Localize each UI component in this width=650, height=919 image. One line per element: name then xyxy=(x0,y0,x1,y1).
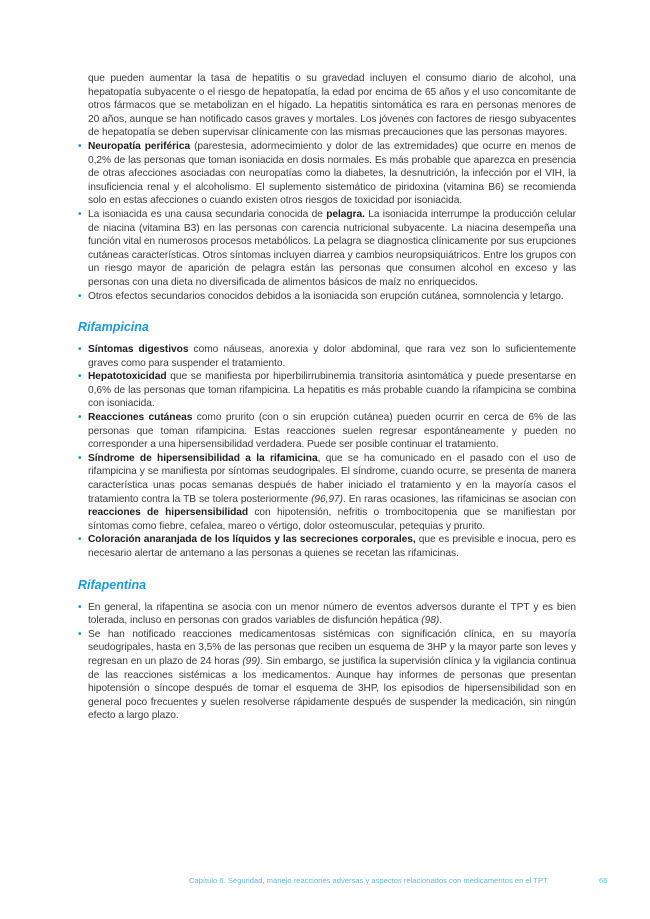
bullet-icon: • xyxy=(78,290,82,302)
item-bold: Neuropatía periférica xyxy=(88,140,191,152)
item-text: Otros efectos secundarios conocidos debidos a la isoniacida son erupción cutánea, somnolencia y letargo. xyxy=(88,290,564,302)
page-number: 66 xyxy=(599,876,608,885)
rifampicina-heading: Rifampicina xyxy=(78,320,149,335)
item-text: . En raras ocasiones, las rifamicinas se asocian con xyxy=(343,493,576,505)
item-text: En general, la rifapentina se asocia con un menor número de eventos adversos durante el TPT y es bien tolerada, incluso en personas con grados variables de disfunción hepática xyxy=(88,601,576,627)
list-item xyxy=(78,533,576,560)
citation-ref: (99) xyxy=(242,655,261,667)
list-item xyxy=(78,343,576,370)
bullet-icon: • xyxy=(78,371,82,383)
item-text: La isoniacida es una causa secundaria conocida de xyxy=(88,208,327,220)
item-text: que se manifiesta por hiperbilirrubinemia transitoria asintomática y puede presentarse en 0,6% de las personas que toman rifampicina. La hepatitis es más probable cuando la rifampicina se combina con isoniacida. xyxy=(88,371,576,410)
item-text: que es previsible e inocua, pero es necesario alertar de antemano a las personas a quienes se recetan las rifamicinas. xyxy=(88,534,576,559)
page-footer xyxy=(189,876,609,885)
item-bold: Coloración anaranjada de los líquidos y las secreciones corporales, xyxy=(88,534,416,546)
footer-chapter-title: Capítulo 6. Seguridad, manejo reacciones adversas y aspectos relacionados con medicamentos en el TPT xyxy=(189,876,548,885)
item-bold: Síntomas digestivos xyxy=(88,344,189,356)
item-text: . Sin embargo, se justifica la supervisión clínica y la vigilancia continua de las reacciones sistémicas a los medicamentos. Aunque hay informes de personas que presentan hipotensión o síncope después de tomar el esquema de 3HP, los episodios de hipersensibilidad son en general poco frecuentes y suelen resolverse rápidamente después de suspender la medicación, sin ningún efecto a largo plazo. xyxy=(88,655,576,722)
item-text: La isoniacida interrumpe la producción celular de niacina (vitamina B3) en las personas con carencia nutricional subyacente. La niacina desempeña una función vital en numerosos procesos metabólicos. La pelagra se diagnostica clínicamente por sus erupciones cutáneas características. Otros síntomas incluyen diarrea y cambios neuropsiquiátricos. Entre los grupos con un riesgo mayor de aparición de pelagra están las personas que consumen alcohol en exceso y las personas con una dieta no diversificada de alimentos básicos de maíz no enriquecidos. xyxy=(88,208,576,288)
item-text: (parestesia, adormecimiento y dolor de las extremidades) que ocurre en menos de 0,2% de las personas que toman isoniacida en dosis normales. Es más probable que aparezca en presencia de otras afecciones asociadas con neuropatías como la diabetes, la desnutrición, la infección por el VIH, la insuficiencia renal y el alcoholismo. El suplemento sistemático de piridoxina (vitamina B6) se recomienda solo en estas afecciones o cuando existen otros riesgos de toxicidad por isoniacida. xyxy=(88,140,576,207)
rifapentina-heading: Rifapentina xyxy=(78,577,147,592)
item-bold: Reacciones cutáneas xyxy=(88,412,193,424)
bullet-icon: • xyxy=(78,601,82,613)
list-item xyxy=(78,208,576,290)
item-bold: reacciones de hipersensibilidad xyxy=(88,507,249,519)
list-item xyxy=(78,290,576,304)
bullet-icon: • xyxy=(78,452,82,464)
item-text: como náuseas, anorexia y dolor abdominal, que rara vez son lo suficientemente graves como para suspender el tratamiento. xyxy=(88,344,576,369)
citation-ref: (96,97) xyxy=(311,493,343,505)
bullet-icon: • xyxy=(78,140,82,152)
item-bold: Síndrome de hipersensibilidad a la rifamicina xyxy=(88,452,318,464)
item-bold: Hepatotoxicidad xyxy=(88,371,167,383)
item-text: con hipotensión, nefritis o trombocitopenia que se manifiestan por síntomas como fiebre, cefalea, mareo o vértigo, dolor osteomuscular, petequias y prurito. xyxy=(88,507,576,532)
bullet-icon: • xyxy=(78,344,82,356)
bullet-icon: • xyxy=(78,534,82,546)
list-item xyxy=(78,628,576,723)
item-text: . xyxy=(439,615,442,627)
list-item xyxy=(78,601,576,628)
bullet-icon: • xyxy=(78,208,82,220)
list-item xyxy=(78,370,576,411)
list-item xyxy=(78,452,576,534)
intro-paragraph: que pueden aumentar la tasa de hepatitis o su gravedad incluyen el consumo diario de alcohol, una hepatopatía subyacente o el riesgo de hepatopatía, la edad por encima de 65 años y el uso concomitante de otros fármacos que se metabolizan en el hígado. La hepatitis sintomática es rara en personas menores de 20 años, aunque se han notificado casos graves y mortales. Los jóvenes con factores de riesgo subyacentes de hepatopatía se deben supervisar clínicamente con las mismas precauciones que las personas mayores. xyxy=(88,73,576,139)
citation-ref: (98) xyxy=(421,615,440,627)
bullet-icon: • xyxy=(78,412,82,424)
item-text: , que se ha comunicado en el pasado con el uso de rifampicina y se manifiesta por síntomas seudogripales. El síndrome, cuando ocurre, se presenta de manera característica unas pocas semanas después de haber iniciado el tratamiento y en la mayoría casos el tratamiento contra la TB se tolera posteriormente xyxy=(88,452,576,505)
rifapentina-list xyxy=(78,601,576,723)
rifampicina-list xyxy=(78,343,576,561)
item-text: Se han notificado reacciones medicamentosas sistémicas con significación clínica, en su mayoría seudogripales, hasta en 3,5% de las personas que reciben un esquema de 3HP y la mayor parte son leves y regresan en un plazo de 24 horas xyxy=(88,628,576,667)
list-item xyxy=(78,411,576,452)
isoniazid-list xyxy=(78,140,576,303)
item-bold: pelagra. xyxy=(326,208,365,220)
list-item xyxy=(78,140,576,208)
item-text: como prurito (con o sin erupción cutánea) pueden ocurrir en cerca de 6% de las personas que toman rifampicina. Estas reacciones suelen regresar espontáneamente y pueden no corresponder a una hipersensibilidad verdadera. Puede ser posible continuar el tratamiento. xyxy=(88,412,576,451)
page-body xyxy=(78,72,576,723)
bullet-icon: • xyxy=(78,628,82,640)
